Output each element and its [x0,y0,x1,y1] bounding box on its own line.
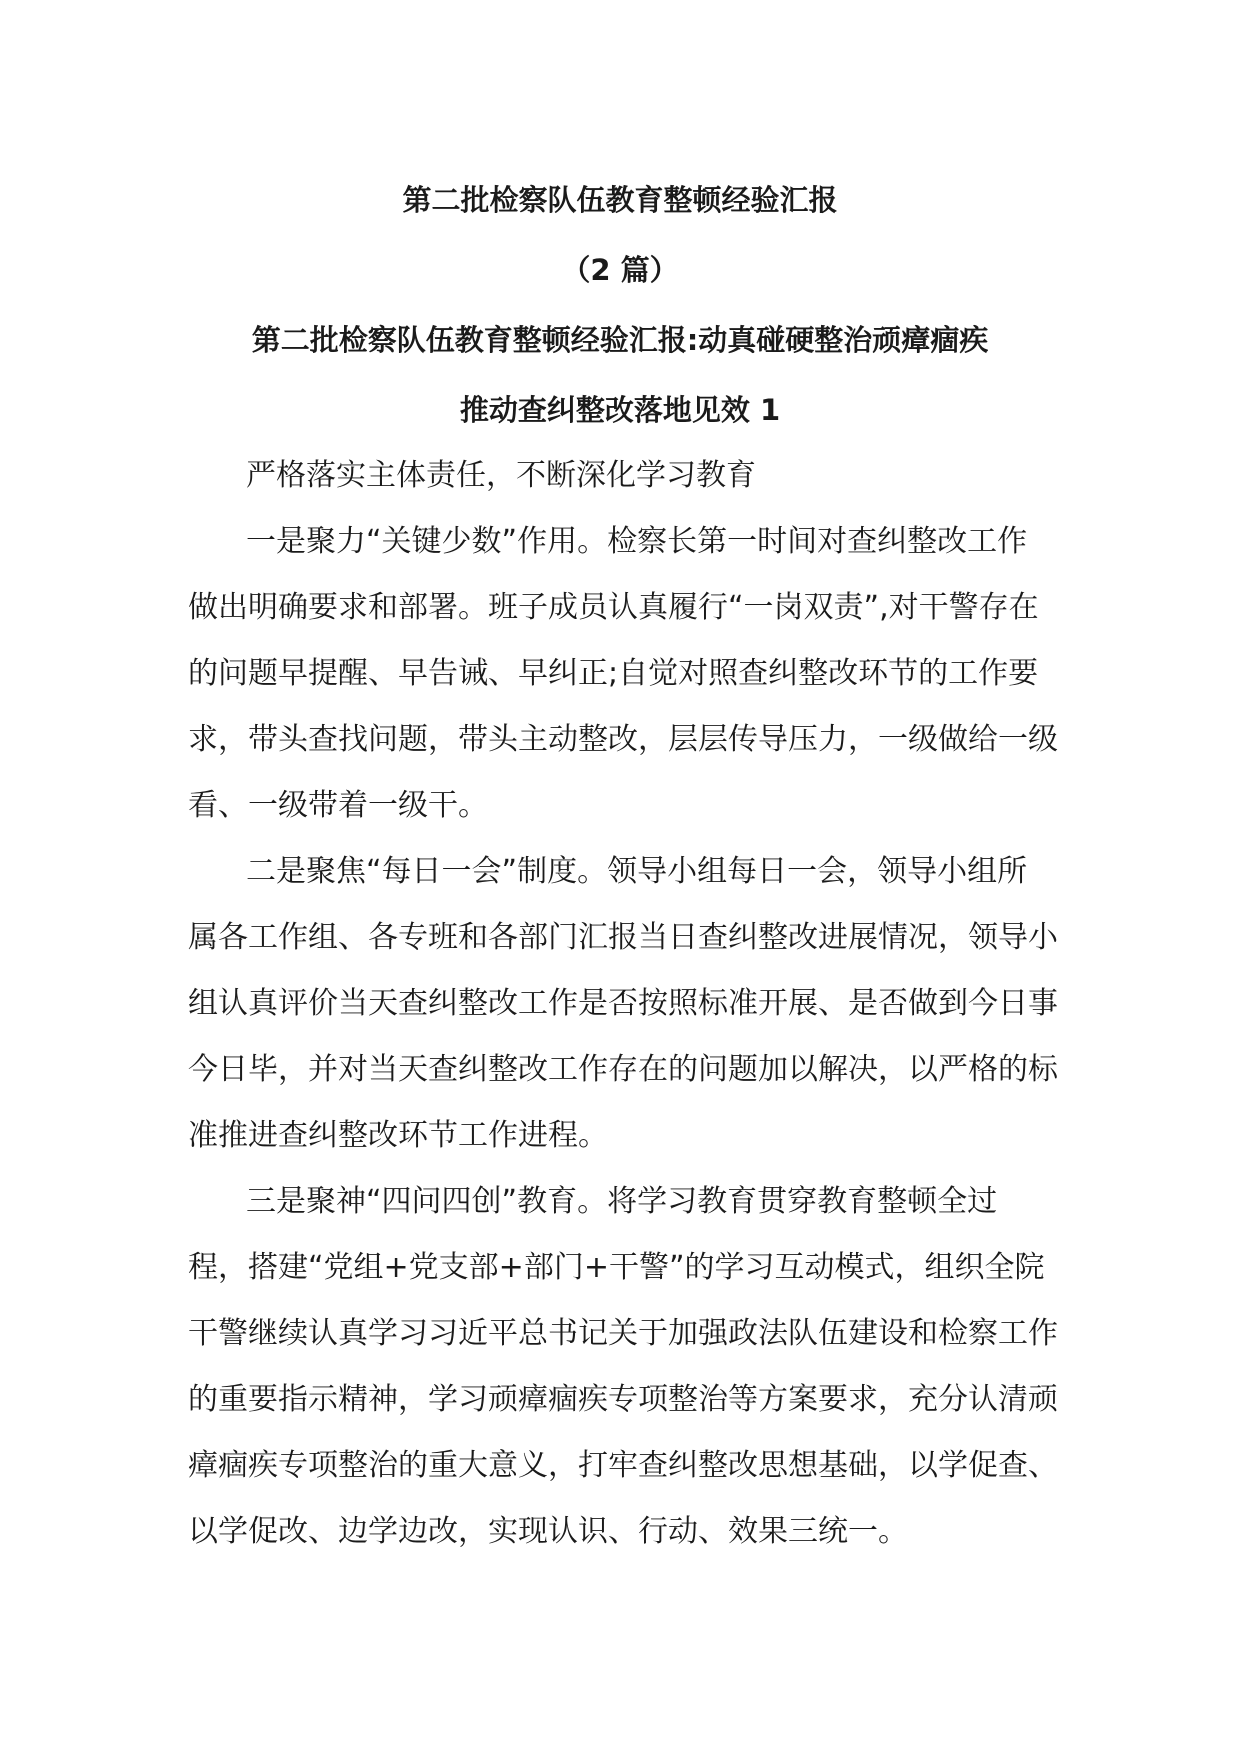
paragraph-line: 的重要指示精神，学习顽瘴痼疾专项整治等方案要求，充分认清顽 [188,1382,1058,1417]
section-title-line-2: 推动查纠整改落地见效 1 [459,393,781,427]
paragraph-line: 程，搭建“党组+党支部+部门+干警”的学习互动模式，组织全院 [188,1250,1045,1285]
paragraph-line: 准推进查纠整改环节工作进程。 [188,1118,608,1153]
paragraph-line: 属各工作组、各专班和各部门汇报当日查纠整改进展情况，领导小 [188,920,1058,955]
document-body [188,443,1088,1565]
paragraph-line: 的问题早提醒、早告诫、早纠正;自觉对照查纠整改环节的工作要 [188,656,1039,691]
paragraph-line: 三是聚神“四问四创”教育。将学习教育贯穿教育整顿全过 [246,1184,998,1219]
paragraph-3 [188,1169,1088,1565]
paragraph-line: 做出明确要求和部署。班子成员认真履行“一岗双责”,对干警存在 [188,590,1039,625]
paragraph-line: 二是聚焦“每日一会”制度。领导小组每日一会，领导小组所 [246,854,1028,889]
paragraph-line: 今日毕，并对当天查纠整改工作存在的问题加以解决，以严格的标 [188,1052,1058,1087]
section-title-line-1: 第二批检察队伍教育整顿经验汇报:动真碰硬整治顽瘴痼疾 [251,323,989,357]
paragraph-line: 一是聚力“关键少数”作用。检察长第一时间对查纠整改工作 [246,524,1028,559]
paragraph-line: 看、一级带着一级干。 [188,788,488,823]
document-title: 第二批检察队伍教育整顿经验汇报 [402,183,838,217]
paragraph-line: 组认真评价当天查纠整改工作是否按照标准开展、是否做到今日事 [188,986,1058,1021]
paragraph-line: 求，带头查找问题，带头主动整改，层层传导压力，一级做给一级 [188,722,1058,757]
document-subtitle: （2 篇） [561,253,679,287]
paragraph-line: 瘴痼疾专项整治的重大意义，打牢查纠整改思想基础，以学促查、 [188,1448,1058,1483]
section-heading: 严格落实主体责任，不断深化学习教育 [246,458,756,493]
paragraph-1 [188,509,1088,839]
paragraph-line: 以学促改、边学边改，实现认识、行动、效果三统一。 [188,1514,908,1549]
paragraph-line: 干警继续认真学习习近平总书记关于加强政法队伍建设和检察工作 [188,1316,1058,1351]
paragraph-2 [188,839,1088,1169]
